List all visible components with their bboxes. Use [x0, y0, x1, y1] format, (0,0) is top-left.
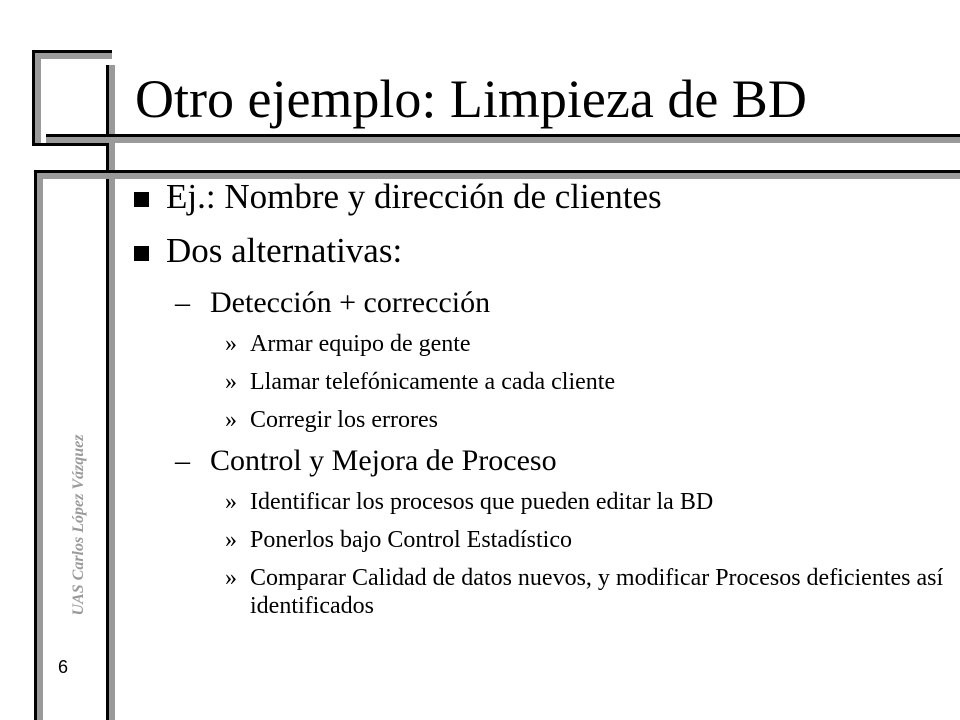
square-bullet-icon — [134, 246, 149, 261]
frame-line-lower-top — [36, 170, 960, 173]
frame-shadow-title-rule — [46, 137, 960, 143]
frame-shadow-top — [35, 53, 112, 59]
dash-bullet-icon: – — [175, 444, 190, 477]
double-chevron-bullet-icon: » — [225, 331, 237, 357]
page-number: 6 — [58, 657, 69, 677]
subsubbullet-item — [130, 368, 950, 396]
bullet-text: Dos alternativas: — [166, 231, 403, 270]
subsubbullet-text: Comparar Calidad de datos nuevos, y modificar Procesos deficientes así identificados — [250, 565, 944, 619]
frame-shadow-lower-left — [37, 173, 43, 720]
frame-line-lower-left — [34, 170, 37, 720]
subsubbullet-item — [130, 526, 950, 554]
double-chevron-bullet-icon: » — [225, 565, 237, 591]
subbullet-item — [130, 286, 950, 320]
subsubbullet-text: Identificar los procesos que pueden editar la BD — [250, 489, 714, 515]
slide-title: Otro ejemplo: Limpieza de BD — [135, 69, 807, 129]
double-chevron-bullet-icon: » — [225, 489, 237, 515]
square-bullet-icon — [134, 192, 149, 207]
author-credit: UAS Carlos López Vázquez — [70, 434, 87, 616]
bullet-text: Ej.: Nombre y dirección de clientes — [166, 177, 662, 216]
subbullet-text: Control y Mejora de Proceso — [210, 444, 557, 477]
subsubbullet-item — [130, 564, 950, 620]
frame-line-divider — [106, 65, 109, 720]
subsubbullet-item — [130, 330, 950, 358]
slide-content — [130, 178, 950, 630]
double-chevron-bullet-icon: » — [225, 527, 237, 553]
subbullet-item — [130, 444, 950, 478]
dash-bullet-icon: – — [175, 286, 190, 319]
double-chevron-bullet-icon: » — [225, 369, 237, 395]
subsubbullet-text: Ponerlos bajo Control Estadístico — [250, 527, 572, 553]
subbullet-text: Detección + corrección — [210, 286, 491, 319]
subsubbullet-text: Armar equipo de gente — [250, 331, 471, 357]
frame-shadow-left — [35, 53, 41, 146]
subsubbullet-text: Corregir los errores — [250, 407, 438, 433]
frame-shadow-divider — [109, 65, 115, 720]
subsubbullet-text: Llamar telefónicamente a cada cliente — [250, 369, 616, 395]
bullet-item — [130, 178, 950, 216]
double-chevron-bullet-icon: » — [225, 407, 237, 433]
frame-line-title-rule — [46, 134, 960, 137]
subsubbullet-item — [130, 488, 950, 516]
frame-line-top — [32, 50, 112, 53]
bullet-item — [130, 232, 950, 270]
frame-line-corner-bottom — [32, 143, 112, 146]
subsubbullet-item — [130, 406, 950, 434]
frame-line-left — [32, 50, 35, 146]
